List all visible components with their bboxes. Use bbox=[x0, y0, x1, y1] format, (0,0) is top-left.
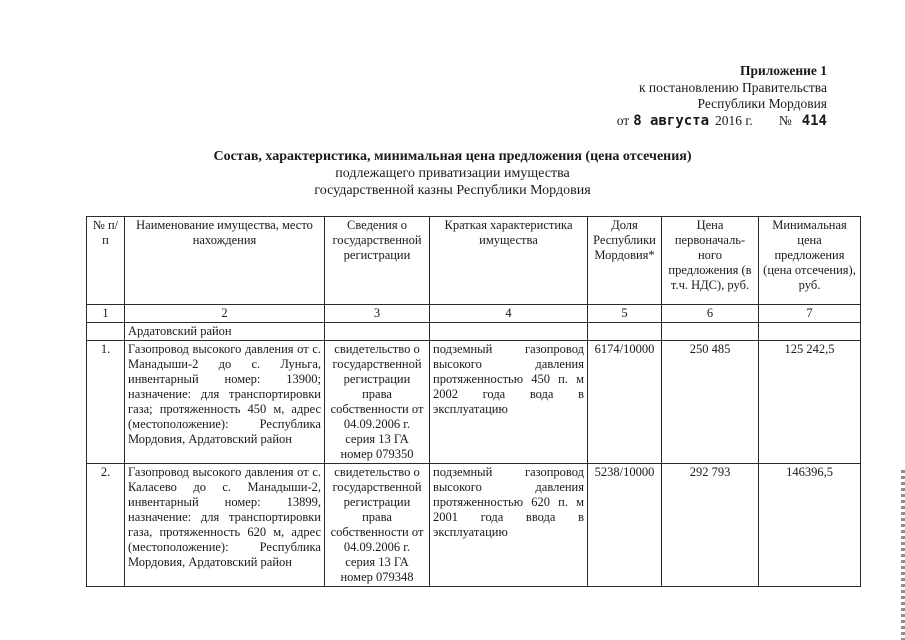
column-number-row bbox=[87, 305, 861, 323]
header-cell: Цена первоначаль-ного предложения (в т.ч. НДС), руб. bbox=[662, 217, 759, 305]
number-sign: № bbox=[778, 112, 792, 128]
resolution-day-month: 8 августа bbox=[633, 112, 710, 129]
resolution-date-line bbox=[617, 113, 827, 130]
property-name: Газопровод высокого давления от с. Каласево до с. Манадыши-2, инвентарный номер: 13899, назначение: для транспортировки газа, протяженность 620 м, адрес (местоположение): Республика Мордовия, Ардатовский район bbox=[125, 464, 325, 587]
initial-price: 250 485 bbox=[662, 341, 759, 464]
minimum-price: 146396,5 bbox=[759, 464, 861, 587]
scan-edge-artifact bbox=[901, 470, 905, 640]
republic-share: 6174/10000 bbox=[588, 341, 662, 464]
appendix-title: Приложение 1 bbox=[739, 63, 827, 78]
registration-info: свидетельство о государственной регистрации права собственности от 04.09.2006 г. серия 13 ГА номер 079350 bbox=[325, 341, 430, 464]
header-cell: Наименование имущества, место нахождения bbox=[125, 217, 325, 305]
appendix-line-2: к постановлению Правительства bbox=[638, 79, 827, 95]
district-row bbox=[87, 323, 861, 341]
column-number: 1 bbox=[87, 305, 125, 323]
column-number: 6 bbox=[662, 305, 759, 323]
title-line-3: государственной казны Республики Мордовия bbox=[314, 183, 591, 198]
header-row bbox=[87, 217, 861, 305]
header-cell: Краткая характеристика имущества bbox=[430, 217, 588, 305]
header-cell: Доля Республики Мордовия* bbox=[588, 217, 662, 305]
initial-price: 292 793 bbox=[662, 464, 759, 587]
column-number: 2 bbox=[125, 305, 325, 323]
table-row bbox=[87, 464, 861, 587]
table-row bbox=[87, 341, 861, 464]
column-number: 4 bbox=[430, 305, 588, 323]
column-number: 5 bbox=[588, 305, 662, 323]
property-description: подземный газопровод высокого давления протяженностью 620 п. м 2001 года ввода в эксплуатацию bbox=[430, 464, 588, 587]
resolution-year: 2016 г. bbox=[715, 112, 753, 128]
property-description: подземный газопровод высокого давления протяженностью 450 п. м 2002 года вода в эксплуатацию bbox=[430, 341, 588, 464]
title-line-2: подлежащего приватизации имущества bbox=[335, 166, 570, 181]
header-cell: № п/п bbox=[87, 217, 125, 305]
header-cell: Минимальная цена предложения (цена отсечения), руб. bbox=[759, 217, 861, 305]
row-number: 1. bbox=[87, 341, 125, 464]
republic-share: 5238/10000 bbox=[588, 464, 662, 587]
minimum-price: 125 242,5 bbox=[759, 341, 861, 464]
registration-info: свидетельство о государственной регистрации права собственности от 04.09.2006 г. серия 13 ГА номер 079348 bbox=[325, 464, 430, 587]
row-number: 2. bbox=[87, 464, 125, 587]
header-cell: Сведения о государственной регистрации bbox=[325, 217, 430, 305]
appendix-line-3: Республики Мордовия bbox=[697, 96, 827, 111]
property-table bbox=[86, 216, 861, 587]
title-line-1: Состав, характеристика, минимальная цена предложения (цена отсечения) bbox=[213, 149, 692, 164]
column-number: 7 bbox=[759, 305, 861, 323]
appendix-block bbox=[617, 63, 827, 129]
property-name: Газопровод высокого давления от с. Манадыши-2 до с. Луньга, инвентарный номер: 13900; назначение: для транспортировки газа; протяженность 450 м, адрес (местоположение): Республика Мордовия, Ардатовский район bbox=[125, 341, 325, 464]
resolution-number: 414 bbox=[801, 112, 827, 129]
from-label: от bbox=[616, 112, 630, 128]
document-title bbox=[0, 148, 905, 199]
column-number: 3 bbox=[325, 305, 430, 323]
district-name: Ардатовский район bbox=[125, 323, 325, 341]
